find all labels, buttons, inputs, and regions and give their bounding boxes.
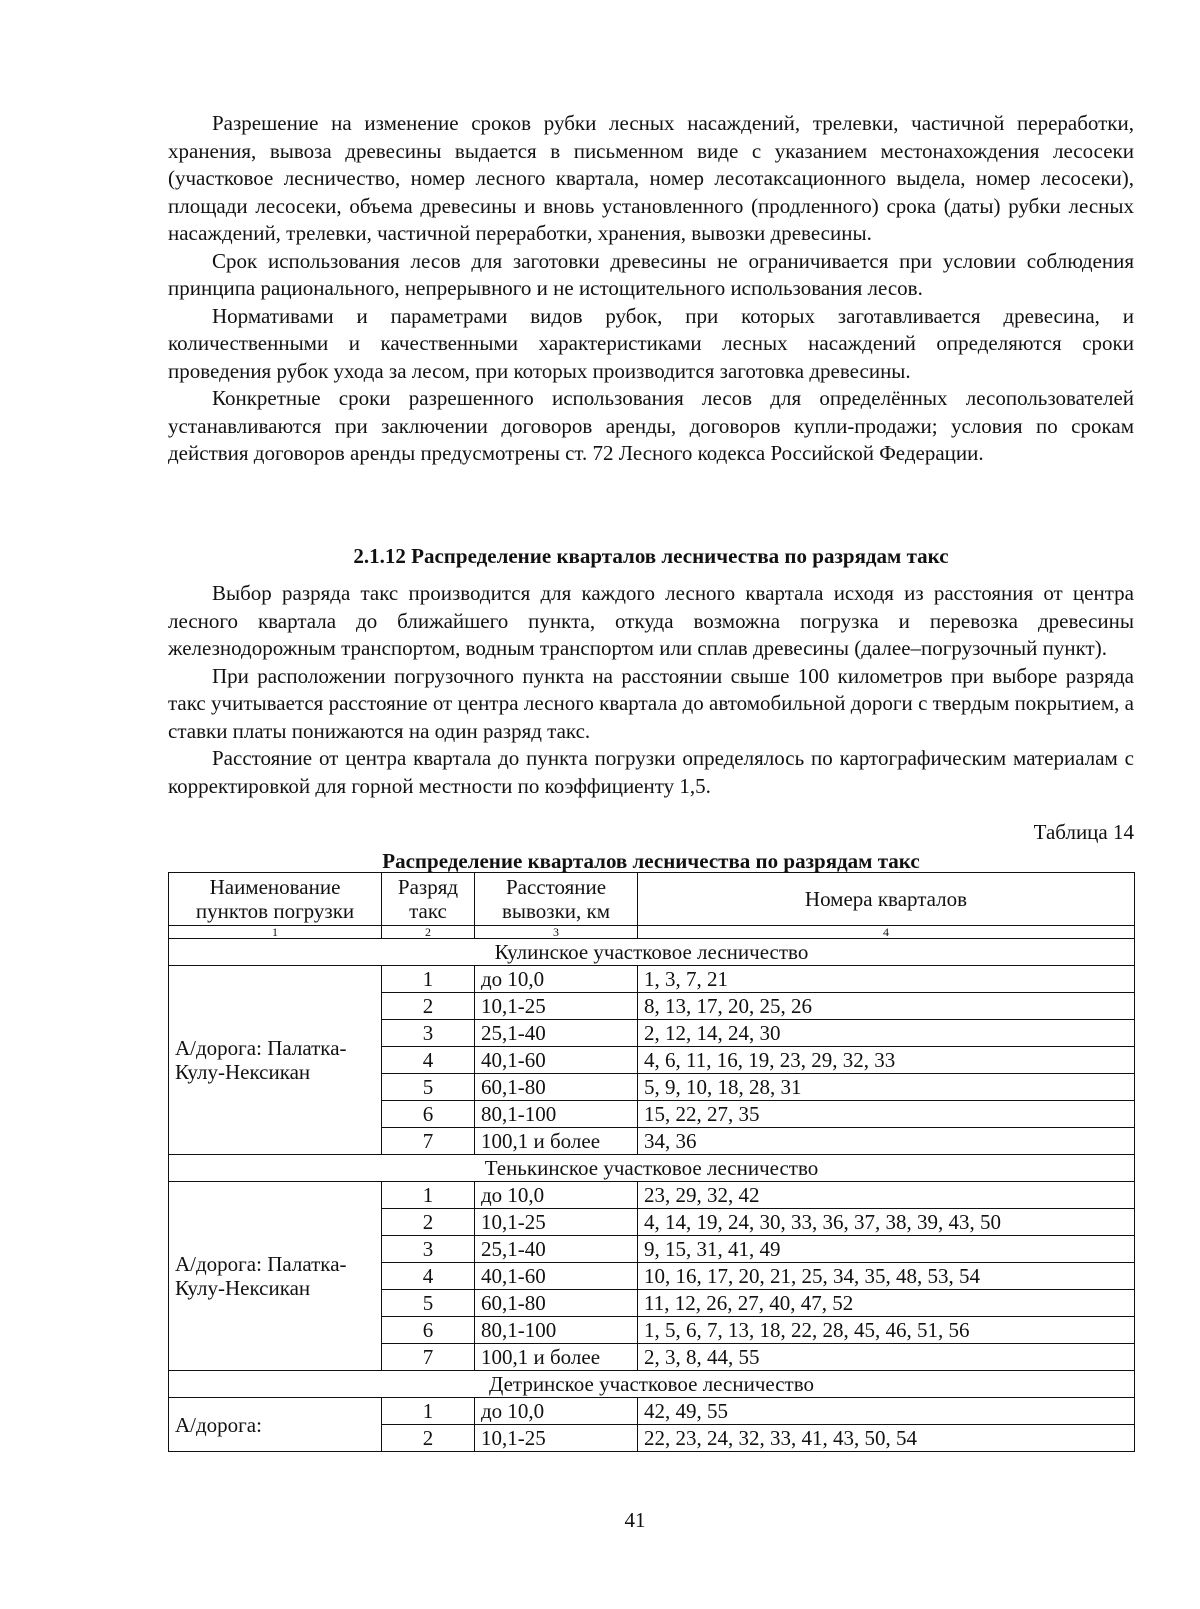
column-number: 3 bbox=[475, 926, 638, 939]
column-number: 2 bbox=[382, 926, 475, 939]
paragraph: Нормативами и параметрами видов рубок, при которых заготавливается древесина, и количественными и качественными характеристиками лесных насаждений определяются сроки проведения рубок ухода за лесом, при которых производится заготовка древесины. bbox=[168, 303, 1134, 383]
quarters-cell: 22, 23, 24, 32, 33, 41, 43, 50, 54 bbox=[638, 1425, 1135, 1452]
table-title: Распределение кварталов лесничества по разрядам такс bbox=[382, 849, 920, 873]
section-text bbox=[168, 580, 1134, 800]
distance-cell: 25,1-40 bbox=[475, 1236, 638, 1263]
table-row bbox=[169, 1182, 1135, 1209]
tax-rank-cell: 7 bbox=[382, 1128, 475, 1155]
column-number: 4 bbox=[638, 926, 1135, 939]
distance-cell: 40,1-60 bbox=[475, 1047, 638, 1074]
page-number: 41 bbox=[624, 1508, 646, 1532]
quarters-cell: 23, 29, 32, 42 bbox=[638, 1182, 1135, 1209]
tax-rank-cell: 1 bbox=[382, 1182, 475, 1209]
tax-rank-cell: 1 bbox=[382, 1398, 475, 1425]
header-loading-points: Наименование пунктов погрузки bbox=[169, 873, 382, 926]
forestry-name: Детринское участковое лесничество bbox=[169, 1371, 1135, 1398]
quarters-cell: 10, 16, 17, 20, 21, 25, 34, 35, 48, 53, 54 bbox=[638, 1263, 1135, 1290]
paragraph: Расстояние от центра квартала до пункта погрузки определялось по картографическим материалам с корректировкой для горной местности по коэффициенту 1,5. bbox=[168, 746, 1134, 798]
distance-cell: до 10,0 bbox=[475, 1182, 638, 1209]
section-heading: 2.1.12 Распределение кварталов лесничества по разрядам такс bbox=[353, 544, 949, 568]
quarters-cell: 34, 36 bbox=[638, 1128, 1135, 1155]
quarters-cell: 9, 15, 31, 41, 49 bbox=[638, 1236, 1135, 1263]
group-row bbox=[169, 1371, 1135, 1398]
paragraph: Конкретные сроки разрешенного использования лесов для определённых лесопользователей устанавливаются при заключении договоров аренды, договоров купли-продажи; условия по срокам действия договоров аренды предусмотрены ст. 72 Лесного кодекса Российской Федерации. bbox=[168, 386, 1134, 465]
paragraph: Выбор разряда такс производится для каждого лесного квартала исходя из расстояния от центра лесного квартала до ближайшего пункта, откуда возможна погрузка и перевозка древесины железнодорожным транспортом, водным транспортом или сплав древесины (далее–погрузочный пункт). bbox=[168, 581, 1134, 660]
distance-cell: 40,1-60 bbox=[475, 1263, 638, 1290]
distance-cell: 25,1-40 bbox=[475, 1020, 638, 1047]
quarters-cell: 2, 3, 8, 44, 55 bbox=[638, 1344, 1135, 1371]
distance-cell: 80,1-100 bbox=[475, 1101, 638, 1128]
tax-rank-cell: 1 bbox=[382, 966, 475, 993]
distance-cell: 60,1-80 bbox=[475, 1074, 638, 1101]
paragraph: Срок использования лесов для заготовки древесины не ограничивается при условии соблюдения принципа рационального, непрерывного и не истощительного использования лесов. bbox=[168, 248, 1134, 300]
tax-rank-cell: 5 bbox=[382, 1290, 475, 1317]
tax-rank-cell: 5 bbox=[382, 1074, 475, 1101]
forestry-name: Тенькинское участковое лесничество bbox=[169, 1155, 1135, 1182]
loading-point: А/дорога: Палатка-Кулу-Нексикан bbox=[169, 1182, 382, 1371]
paragraph: Разрешение на изменение сроков рубки лесных насаждений, трелевки, частичной переработки, хранения, вывоза древесины выдается в письменном виде с указанием местонахождения лесосеки (участковое лесничество, номер лесного квартала, номер лесотаксационного выдела, номер лесосеки), площади лесосеки, объема древесины и вновь установленного (продленного) срока (даты) рубки лесных насаждений, трелевки, частичной переработки, хранения, вывозки древесины. bbox=[168, 111, 1134, 245]
distance-cell: 80,1-100 bbox=[475, 1317, 638, 1344]
distance-cell: 60,1-80 bbox=[475, 1290, 638, 1317]
distance-cell: 100,1 и более bbox=[475, 1344, 638, 1371]
tax-rank-cell: 3 bbox=[382, 1236, 475, 1263]
tax-rank-cell: 2 bbox=[382, 1209, 475, 1236]
header-tax-rank: Разряд такс bbox=[382, 873, 475, 926]
distance-cell: до 10,0 bbox=[475, 966, 638, 993]
table-label: Таблица 14 bbox=[1033, 820, 1134, 844]
tax-rank-cell: 3 bbox=[382, 1020, 475, 1047]
column-number: 1 bbox=[169, 926, 382, 939]
distance-cell: 10,1-25 bbox=[475, 1425, 638, 1452]
tax-rank-cell: 7 bbox=[382, 1344, 475, 1371]
table-row bbox=[169, 1398, 1135, 1425]
group-row bbox=[169, 939, 1135, 966]
loading-point: А/дорога: bbox=[169, 1398, 382, 1452]
quarters-cell: 1, 5, 6, 7, 13, 18, 22, 28, 45, 46, 51, 56 bbox=[638, 1317, 1135, 1344]
intro-text bbox=[168, 110, 1134, 468]
loading-point: А/дорога: Палатка-Кулу-Нексикан bbox=[169, 966, 382, 1155]
table-row bbox=[169, 966, 1135, 993]
distance-cell: 100,1 и более bbox=[475, 1128, 638, 1155]
distance-cell: до 10,0 bbox=[475, 1398, 638, 1425]
group-row bbox=[169, 1155, 1135, 1182]
quarters-cell: 11, 12, 26, 27, 40, 47, 52 bbox=[638, 1290, 1135, 1317]
quarters-cell: 15, 22, 27, 35 bbox=[638, 1101, 1135, 1128]
tax-rank-cell: 2 bbox=[382, 1425, 475, 1452]
quarters-cell: 5, 9, 10, 18, 28, 31 bbox=[638, 1074, 1135, 1101]
distance-cell: 10,1-25 bbox=[475, 993, 638, 1020]
quarters-cell: 8, 13, 17, 20, 25, 26 bbox=[638, 993, 1135, 1020]
quarters-cell: 1, 3, 7, 21 bbox=[638, 966, 1135, 993]
paragraph: При расположении погрузочного пункта на расстоянии свыше 100 километров при выборе разряда такс учитывается расстояние от центра лесного квартала до автомобильной дороги с твердым покрытием, а ставки платы понижаются на один разряд такс. bbox=[168, 663, 1134, 743]
tax-rank-cell: 4 bbox=[382, 1047, 475, 1074]
quarters-cell: 2, 12, 14, 24, 30 bbox=[638, 1020, 1135, 1047]
distance-cell: 10,1-25 bbox=[475, 1209, 638, 1236]
quarters-cell: 4, 14, 19, 24, 30, 33, 36, 37, 38, 39, 43, 50 bbox=[638, 1209, 1135, 1236]
header-quarter-numbers: Номера кварталов bbox=[638, 873, 1135, 926]
table-body bbox=[169, 939, 1135, 1452]
quarters-cell: 4, 6, 11, 16, 19, 23, 29, 32, 33 bbox=[638, 1047, 1135, 1074]
quarters-cell: 42, 49, 55 bbox=[638, 1398, 1135, 1425]
tax-rank-cell: 4 bbox=[382, 1263, 475, 1290]
tax-rank-cell: 6 bbox=[382, 1101, 475, 1128]
forestry-name: Кулинское участковое лесничество bbox=[169, 939, 1135, 966]
tax-rank-cell: 2 bbox=[382, 993, 475, 1020]
header-distance: Расстояние вывозки, км bbox=[475, 873, 638, 926]
tax-rank-cell: 6 bbox=[382, 1317, 475, 1344]
tax-rank-table bbox=[168, 872, 1135, 1452]
